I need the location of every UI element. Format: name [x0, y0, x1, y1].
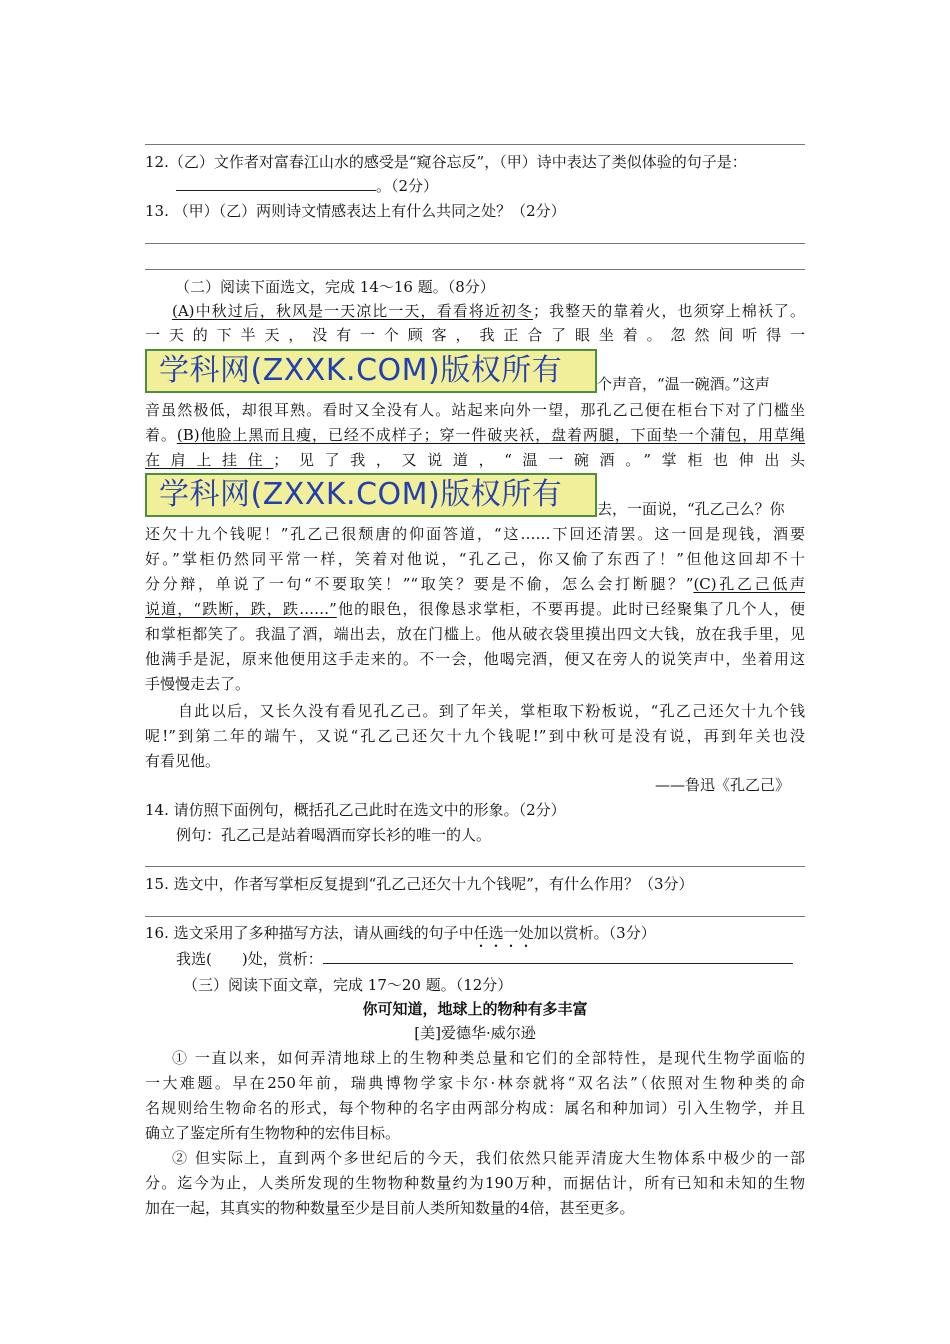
- watermark-banner: 学科网(ZXXK.COM)版权所有: [145, 349, 597, 393]
- passage-line: 分分辩，单说了一句“不要取笑！”“取笑？要是不偷，怎么会打断腿？”(C)孔乙己低声: [145, 575, 805, 593]
- question-12-answer: [176, 174, 476, 198]
- answer-line: [145, 269, 805, 270]
- question-13: 13. （甲）（乙）两则诗文情感表达上有什么共同之处？（2分）: [145, 202, 566, 220]
- answer-line: [145, 243, 805, 244]
- passage-line: 手慢慢走去了。: [145, 675, 251, 693]
- underlined-sentence-b: (B)他脸上黑而且瘦，已经不成样子；穿一件破夹袄，盘着两腿，下面垫一个蒲包，用草绳: [176, 426, 805, 444]
- answer-blank: [176, 176, 376, 191]
- underlined-sentence-c-end: 说道，“跌断，跌，跌……”: [145, 600, 337, 618]
- article-line: 确立了鉴定所有生物物种的宏伟目标。: [145, 1124, 401, 1142]
- section-3-heading: （三）阅读下面文章，完成 17～20 题。（12分）: [183, 976, 513, 994]
- answer-line: [145, 866, 805, 867]
- passage-line: 个声音，“温一碗酒。”这声: [597, 375, 770, 393]
- answer-blank[interactable]: [323, 949, 793, 964]
- article-line: 加在一起，其真实的物种数量至少是目前人类所知数量的4倍，甚至更多。: [145, 1199, 635, 1217]
- passage-line: 一天的下半天，没有一个顾客，我正合了眼坐着。忽然间听得一: [145, 326, 805, 344]
- question-16: 16. 选文采用了多种描写方法，请从画线的句子中任选一处加以赏析。（3分）: [145, 924, 656, 942]
- answer-line: [145, 916, 805, 917]
- underlined-sentence-c: (C)孔乙己低声: [693, 575, 805, 593]
- passage-line: 音虽然极低，却很耳熟。看时又全没有人。站起来向外一望，那孔乙己便在柜台下对了门槛坐: [145, 401, 805, 419]
- watermark-banner: 学科网(ZXXK.COM)版权所有: [145, 473, 597, 517]
- emphasized-phrase: 任选一处: [473, 924, 534, 942]
- passage-line: 呢!”到第二年的端午，又说“孔乙己还欠十九个钱呢!”到中秋可是没有说，再到年关也没: [145, 727, 805, 745]
- question-15: 15. 选文中，作者写掌柜反复提到“孔乙己还欠十九个钱呢”，有什么作用？（3分）: [145, 875, 694, 893]
- article-title: 你可知道，地球上的物种有多丰富: [362, 1000, 588, 1018]
- passage-line: 还欠十九个钱呢！”孔乙己很颓唐的仰面答道，“这……下回还清罢。这一回是现钱，酒要: [145, 525, 805, 543]
- passage-line: 着。(B)他脸上黑而且瘦，已经不成样子；穿一件破夹袄，盘着两腿，下面垫一个蒲包，用草绳: [145, 426, 805, 444]
- passage-line: 有看见他。: [145, 752, 221, 770]
- article-author: [美]爱德华·威尔逊: [414, 1024, 536, 1042]
- answer-line: [145, 144, 805, 145]
- question-12: 12.（乙）文作者对富春江山水的感受是“窥谷忘反”，（甲）诗中表达了类似体验的句子是：: [145, 153, 747, 171]
- passage-line: 自此以后，又长久没有看见孔乙己。到了年关，掌柜取下粉板说，“孔乙己还欠十九个钱: [178, 702, 805, 720]
- underlined-sentence-b-end: 在肩上挂住: [145, 451, 274, 469]
- section-2-heading: （二）阅读下面选文，完成 14～16 题。（8分）: [175, 278, 495, 296]
- passage-line: 和掌柜都笑了。我温了酒，端出去，放在门槛上。他从破衣袋里摸出四文大钱，放在我手里，见: [145, 625, 805, 643]
- passage-line: 在肩上挂住；见了我，又说道，“温一碗酒。”掌柜也伸出头: [145, 451, 805, 469]
- passage-line: (A)中秋过后，秋风是一天凉比一天，看看将近初冬；我整天的靠着火，也须穿上棉袄了。: [172, 302, 805, 320]
- question-14-example: 例句：孔乙己是站着喝酒而穿长衫的唯一的人。: [176, 826, 492, 844]
- article-line: 一大难题。早在250年前，瑞典博物学家卡尔·林奈就将“双名法”（依照对生物种类的命: [145, 1074, 805, 1092]
- passage-source: ——鲁迅《孔乙己》: [655, 776, 791, 794]
- question-16-answer: 我选( )处，赏析：: [176, 947, 805, 971]
- passage-line: 去，一面说，“孔乙己么？你: [597, 500, 785, 518]
- article-line: 名规则给生物命名的形式，每个物种的名字由两部分构成：属名和种加词）引入生物学，并且: [145, 1099, 805, 1117]
- article-line: ① 一直以来，如何弄清地球上的生物种类总量和它们的全部特性，是现代生物学面临的: [172, 1049, 805, 1067]
- question-14: 14. 请仿照下面例句，概括孔乙己此时在选文中的形象。（2分）: [145, 801, 566, 819]
- passage-line: 他满手是泥，原来他便用这手走来的。不一会，他喝完酒，便又在旁人的说笑声中，坐着用这: [145, 650, 805, 668]
- passage-line: 好。”掌柜仍然同平常一样，笑着对他说，“孔乙己，你又偷了东西了！”但他这回却不十: [145, 550, 805, 568]
- article-line: ② 但实际上，直到两个多世纪后的今天，我们依然只能弄清庞大生物体系中极少的一部: [172, 1149, 805, 1167]
- underlined-sentence-a: (A)中秋过后，秋风是一天凉比一天，看看将近初冬: [172, 302, 533, 320]
- question-12-score: 。（2分）: [376, 177, 439, 195]
- article-line: 分。迄今为止，人类所发现的生物物种数量约为190万种，而据估计，所有已知和未知的生物: [145, 1174, 805, 1192]
- passage-line: 说道，“跌断，跌，跌……”他的眼色，很像恳求掌柜，不要再提。此时已经聚集了几个人，便: [145, 600, 805, 618]
